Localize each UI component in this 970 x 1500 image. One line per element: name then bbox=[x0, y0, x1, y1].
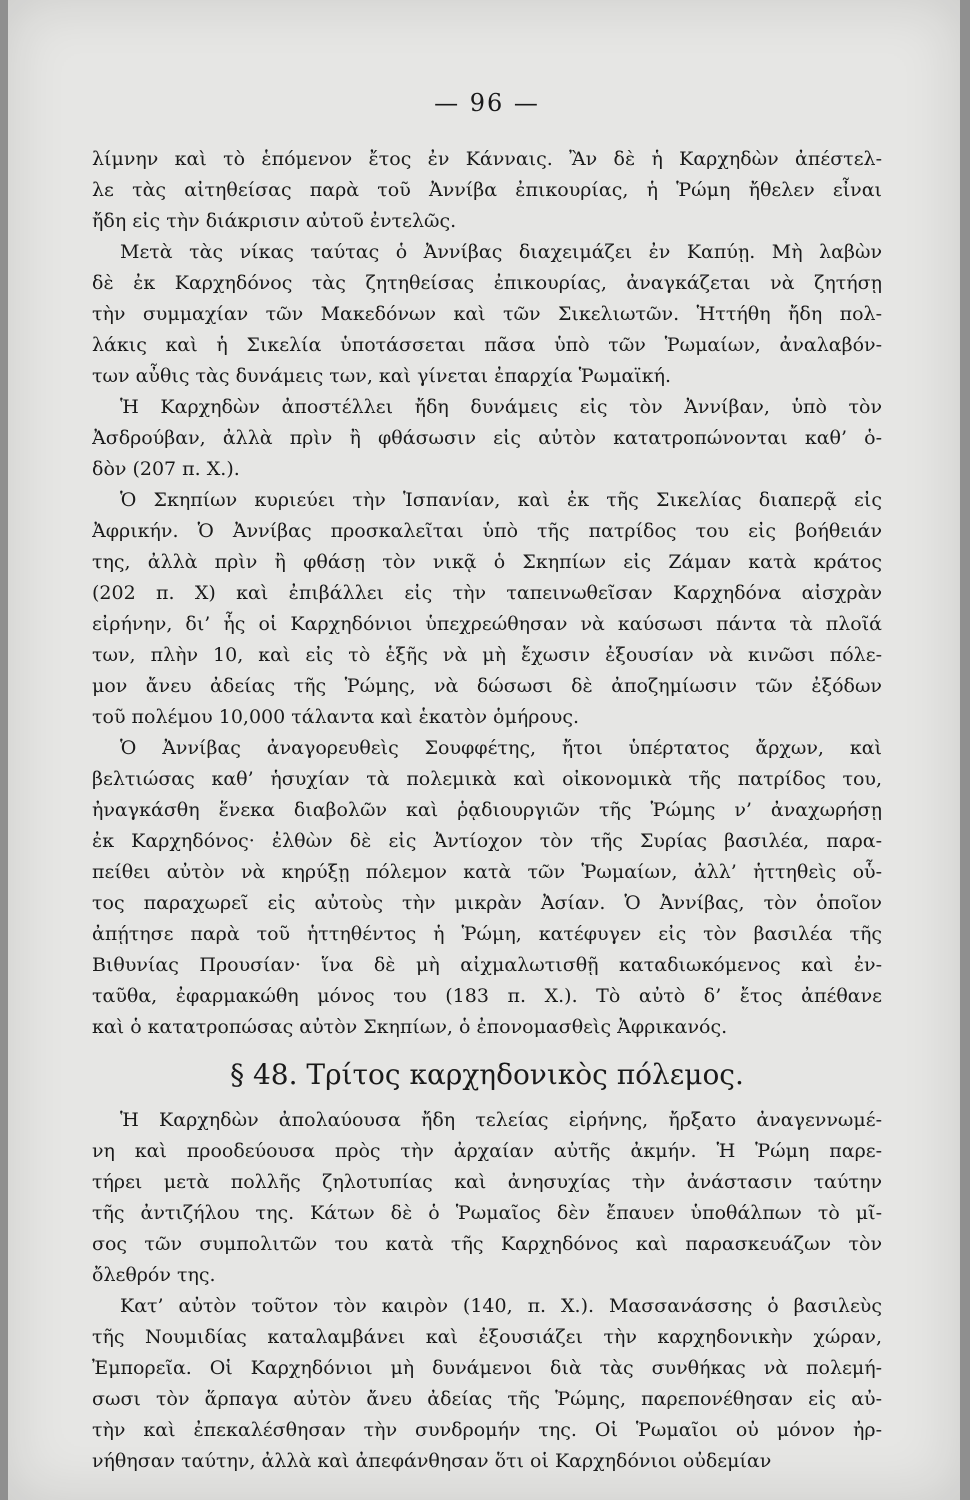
text-line: πείθει αὐτὸν νὰ κηρύξῃ πόλεμον κατὰ τῶν Ῥωμαίων, ἀλλ’ ἡττηθεὶς οὗ- bbox=[92, 861, 882, 883]
text-line: ἤδη εἰς τὴν διάκρισιν αὐτοῦ ἐντελῶς. bbox=[92, 210, 457, 232]
text-line: δὲ ἐκ Καρχηδόνος τὰς ζητηθείσας ἐπικουρίας, ἀναγκάζεται νὰ ζητήσῃ bbox=[92, 272, 882, 294]
text-line: τὴν καὶ ἐπεκαλέσθησαν τὴν συνδρομήν της. Οἱ Ῥωμαῖοι οὐ μόνον ἠρ- bbox=[92, 1419, 882, 1441]
paragraph bbox=[92, 733, 882, 1043]
text-line: της, ἀλλὰ πρὶν ἢ φθάσῃ τὸν νικᾷ ὁ Σκηπίων εἰς Ζάμαν κατὰ κράτος bbox=[92, 551, 882, 573]
text-line: Ὁ Ἀννίβας ἀναγορευθεὶς Σουφφέτης, ἤτοι ὑπέρτατος ἄρχων, καὶ bbox=[120, 737, 882, 759]
text-line: λάκις καὶ ἡ Σικελία ὑποτάσσεται πᾶσα ὑπὸ τῶν Ῥωμαίων, ἀναλαβόν- bbox=[92, 334, 882, 356]
text-line: Ἡ Καρχηδὼν ἀπολαύουσα ἤδη τελείας εἰρήνης, ἤρξατο ἀναγεννωμέ- bbox=[120, 1109, 882, 1131]
text-line: βελτιώσας καθ’ ἡσυχίαν τὰ πολεμικὰ καὶ οἰκονομικὰ τῆς πατρίδος του, bbox=[92, 768, 882, 790]
text-line: ὄλεθρόν της. bbox=[92, 1264, 216, 1286]
section-heading: § 48. Τρίτος καρχηδονικὸς πόλεμος. bbox=[230, 1058, 744, 1091]
text-line: λίμνην καὶ τὸ ἑπόμενον ἔτος ἐν Κάνναις. Ἂν δὲ ἡ Καρχηδὼν ἀπέστελ- bbox=[92, 148, 882, 170]
body-text bbox=[92, 144, 882, 1043]
text-line: Ἀφρικήν. Ὁ Ἀννίβας προσκαλεῖται ὑπὸ τῆς πατρίδος του εἰς βοήθειάν bbox=[92, 520, 882, 542]
paragraph bbox=[92, 237, 882, 392]
text-line: τήρει μετὰ πολλῆς ζηλοτυπίας καὶ ἀνησυχίας τὴν ἀνάστασιν ταύτην bbox=[92, 1171, 882, 1193]
text-line: Ὁ Σκηπίων κυριεύει τὴν Ἱσπανίαν, καὶ ἐκ τῆς Σικελίας διαπερᾷ εἰς bbox=[120, 489, 882, 511]
text-line: Μετὰ τὰς νίκας ταύτας ὁ Ἀννίβας διαχειμάζει ἐν Καπύῃ. Μὴ λαβὼν bbox=[120, 241, 882, 263]
text-line: των, πλὴν 10, καὶ εἰς τὸ ἑξῆς νὰ μὴ ἔχωσιν ἐξουσίαν νὰ κινῶσι πόλε- bbox=[92, 644, 882, 666]
text-line: Ἐμπορεῖα. Οἱ Καρχηδόνιοι μὴ δυνάμενοι διὰ τὰς συνθήκας νὰ πολεμή- bbox=[92, 1357, 882, 1379]
section-text bbox=[92, 1105, 882, 1477]
text-line: καὶ ὁ κατατροπώσας αὐτὸν Σκηπίων, ὁ ἐπονομασθεὶς Ἀφρικανός. bbox=[92, 1016, 728, 1038]
text-line: τοῦ πολέμου 10,000 τάλαντα καὶ ἑκατὸν ὁμήρους. bbox=[92, 706, 580, 728]
text-line: νήθησαν ταύτην, ἀλλὰ καὶ ἀπεφάνθησαν ὅτι οἱ Καρχηδόνιοι οὐδεμίαν bbox=[92, 1450, 772, 1472]
text-line: ἀπῄτησε παρὰ τοῦ ἡττηθέντος ἡ Ῥώμη, κατέφυγεν εἰς τὸν βασιλέα τῆς bbox=[92, 923, 882, 945]
page-content bbox=[92, 84, 882, 1477]
page-number: — 96 — bbox=[434, 89, 540, 117]
text-line: Ἀσδρούβαν, ἀλλὰ πρὶν ἢ φθάσωσιν εἰς αὐτὸν κατατροπώνονται καθ’ ὁ- bbox=[92, 427, 882, 449]
text-line: τῆς ἀντιζήλου της. Κάτων δὲ ὁ Ῥωμαῖος δὲν ἔπαυεν ὑποθάλπων τὸ μῖ- bbox=[92, 1202, 882, 1224]
text-line: δὸν (207 π. Χ.). bbox=[92, 458, 240, 480]
paragraph bbox=[92, 392, 882, 485]
text-line: ταῦθα, ἐφαρμακώθη μόνος του (183 π. Χ.). Τὸ αὐτὸ δ’ ἔτος ἀπέθανε bbox=[92, 985, 882, 1007]
text-line: σωσι τὸν ἅρπαγα αὐτὸν ἄνευ ἀδείας τῆς Ῥώμης, παρεπονέθησαν εἰς αὐ- bbox=[92, 1388, 882, 1410]
text-line: ἠναγκάσθη ἕνεκα διαβολῶν καὶ ῥᾳδιουργιῶν τῆς Ῥώμης ν’ ἀναχωρήσῃ bbox=[92, 799, 882, 821]
text-line: σος τῶν συμπολιτῶν του κατὰ τῆς Καρχηδόνος καὶ παρασκευάζων τὸν bbox=[92, 1233, 882, 1255]
book-page bbox=[8, 0, 960, 1500]
paragraph bbox=[92, 485, 882, 733]
text-line: νη καὶ προοδεύουσα πρὸς τὴν ἀρχαίαν αὐτῆς ἀκμήν. Ἡ Ῥώμη παρε- bbox=[92, 1140, 882, 1162]
text-line: (202 π. Χ) καὶ ἐπιβάλλει εἰς τὴν ταπεινωθεῖσαν Καρχηδόνα αἰσχρὰν bbox=[92, 582, 882, 604]
paragraph bbox=[92, 1291, 882, 1477]
text-line: των αὖθις τὰς δυνάμεις των, καὶ γίνεται ἐπαρχία Ῥωμαϊκή. bbox=[92, 365, 672, 387]
text-line: τὴν συμμαχίαν τῶν Μακεδόνων καὶ τῶν Σικελιωτῶν. Ἡττήθη ἤδη πολ- bbox=[92, 303, 882, 325]
paragraph bbox=[92, 1105, 882, 1291]
text-line: Βιθυνίας Προυσίαν· ἵνα δὲ μὴ αἰχμαλωτισθῇ καταδιωκόμενος καὶ ἐν- bbox=[92, 954, 882, 976]
text-line: τῆς Νουμιδίας καταλαμβάνει καὶ ἐξουσιάζει τὴν καρχηδονικὴν χώραν, bbox=[92, 1326, 882, 1348]
text-line: εἰρήνην, δι’ ἧς οἱ Καρχηδόνιοι ὑπεχρεώθησαν νὰ καύσωσι πάντα τὰ πλοῖά bbox=[92, 613, 882, 635]
text-line: Κατ’ αὐτὸν τοῦτον τὸν καιρὸν (140, π. Χ.). Μασσανάσσης ὁ βασιλεὺς bbox=[120, 1295, 882, 1317]
paragraph bbox=[92, 144, 882, 237]
text-line: τος παραχωρεῖ εἰς αὐτοὺς τὴν μικρὰν Ἀσίαν. Ὁ Ἀννίβας, τὸν ὁποῖον bbox=[92, 892, 882, 914]
text-line: ἐκ Καρχηδόνος· ἐλθὼν δὲ εἰς Ἀντίοχον τὸν τῆς Συρίας βασιλέα, παρα- bbox=[92, 830, 882, 852]
text-line: μον ἄνευ ἀδείας τῆς Ῥώμης, νὰ δώσωσι δὲ ἀποζημίωσιν τῶν ἐξόδων bbox=[92, 675, 882, 697]
text-line: Ἡ Καρχηδὼν ἀποστέλλει ἤδη δυνάμεις εἰς τὸν Ἀννίβαν, ὑπὸ τὸν bbox=[120, 396, 882, 418]
text-line: λε τὰς αἰτηθείσας παρὰ τοῦ Ἀννίβα ἐπικουρίας, ἡ Ῥώμη ἤθελεν εἶναι bbox=[92, 179, 882, 201]
